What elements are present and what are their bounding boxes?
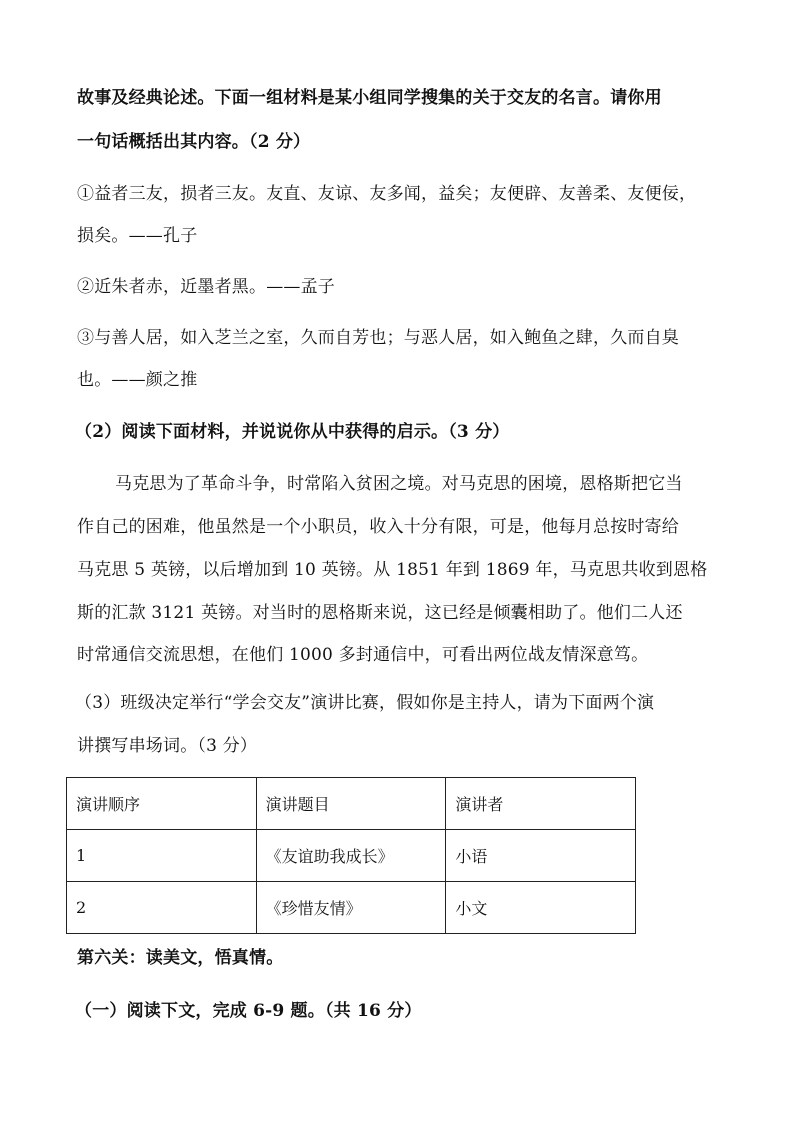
quote-2-line-1: ②近朱者赤，近墨者黑。——孟子 [77,277,335,297]
section-6-title: 第六关：读美文，悟真情。 [77,948,284,968]
passage-line-1: 马克思为了革命斗争，时常陷入贫困之境。对马克思的困境，恩格斯把它当 [115,474,683,494]
intro-line-1: 故事及经典论述。下面一组材料是某小组同学搜集的关于交友的名言。请你用 [77,88,662,108]
table-row [67,830,636,882]
quote-3-line-2: 也。——颜之推 [77,370,198,390]
table-row [67,882,636,934]
passage-line-3: 马克思 5 英镑，以后增加到 10 英镑。从 1851 年到 1869 年，马克思共收到恩格 [77,560,708,580]
table-cell: 《珍惜友情》 [256,882,446,934]
passage-line-4: 斯的汇款 3121 英镑。对当时的恩格斯来说，这已经是倾囊相助了。他们二人还 [77,603,683,623]
table-header-cell: 演讲顺序 [67,778,257,830]
quote-3-line-1: ③与善人居，如入芝兰之室，久而自芳也；与恶人居，如入鲍鱼之肆，久而自臭 [77,328,679,348]
table-header-cell: 演讲题目 [256,778,446,830]
section-6-sub: （一）阅读下文，完成 6-9 题。（共 16 分） [75,1001,422,1021]
table-header-row [67,778,636,830]
table-header-cell: 演讲者 [446,778,636,830]
table-cell: 2 [67,882,257,934]
passage-line-2: 作自己的困难，他虽然是一个小职员，收入十分有限，可是，他每月总按时寄给 [77,517,679,537]
question-2-title: （2）阅读下面材料，并说说你从中获得的启示。（3 分） [75,422,510,442]
quote-1-line-1: ①益者三友，损者三友。友直、友谅、友多闻，益矣；友便辟、友善柔、友便佞， [77,184,697,204]
quote-1-line-2: 损矣。——孔子 [77,226,198,246]
question-3-line-2: 讲撰写串场词。（3 分） [77,736,258,756]
speech-table [66,777,636,934]
intro-line-2: 一句话概括出其内容。（2 分） [77,132,311,152]
question-3-line-1: （3）班级决定举行“学会交友”演讲比赛，假如你是主持人，请为下面两个演 [75,693,655,713]
table-cell: 1 [67,830,257,882]
table-cell: 《友谊助我成长》 [256,830,446,882]
table-cell: 小文 [446,882,636,934]
table-cell: 小语 [446,830,636,882]
passage-line-5: 时常通信交流思想，在他们 1000 多封通信中，可看出两位战友情深意笃。 [77,645,649,665]
